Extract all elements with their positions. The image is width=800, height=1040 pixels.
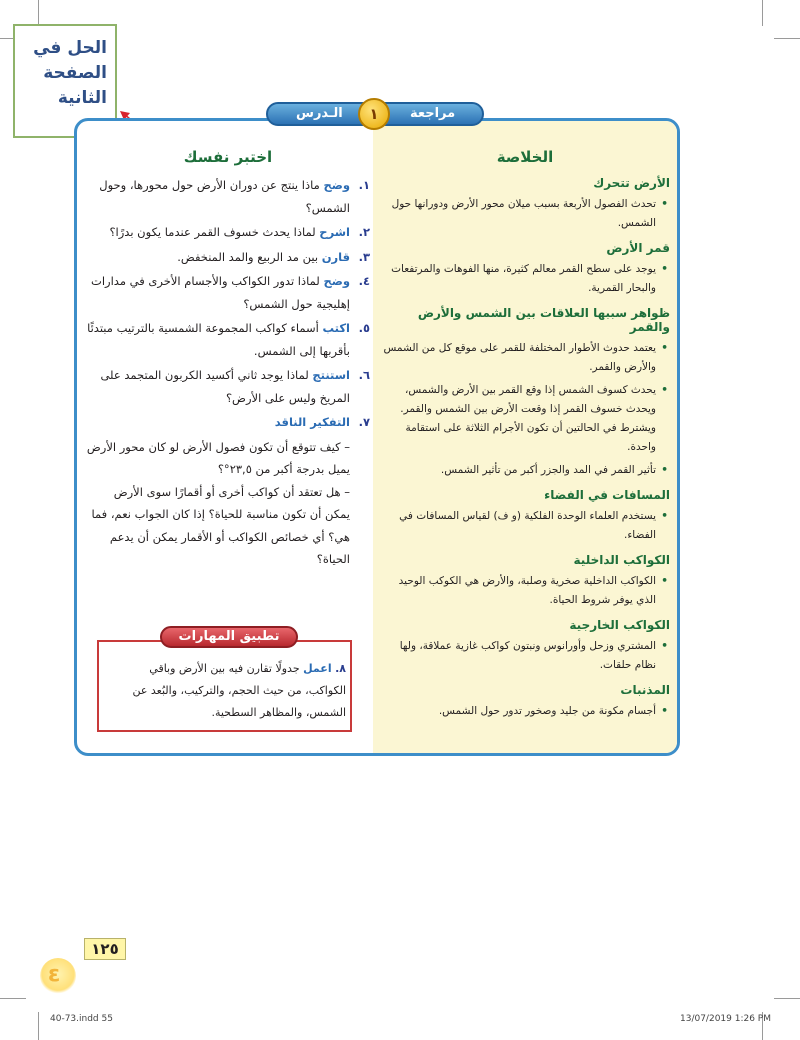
- question-number: ٤.: [358, 274, 370, 288]
- question-number: ٢.: [358, 225, 370, 239]
- critical-thinking-question: – كيف تتوقع أن تكون فصول الأرض لو كان محور الأرض يميل بدرجة أكبر من ٢٣,٥°؟: [86, 439, 350, 476]
- lesson-review-banner: [266, 98, 484, 130]
- footer-timestamp: 13/07/2019 1:26 PM: [680, 1014, 771, 1024]
- question-item: [86, 246, 370, 269]
- section-heading: الكواكب الخارجية: [569, 618, 670, 632]
- apply-skills-question: [106, 658, 346, 724]
- summary-title: الخلاصة: [496, 148, 554, 166]
- summary-bullet: • يستخدم العلماء الوحدة الفلكية (و ف) لقياس المسافات في الفضاء.: [380, 507, 670, 545]
- summary-bullet: • يوجد على سطح القمر معالم كثيرة، منها الفوهات والمرتفعات والبحار القمرية.: [380, 260, 670, 298]
- question-number: ٧.: [358, 415, 370, 429]
- self-test-column: [86, 146, 370, 571]
- page-number: ١٢٥: [84, 938, 126, 960]
- question-number: ٥.: [358, 321, 370, 335]
- summary-bullet: • أجسام مكونة من جليد وصخور تدور حول الشمس.: [380, 702, 670, 721]
- section-heading: المسافات في الفضاء: [544, 488, 670, 502]
- question-text: جدولًا تقارن فيه بين الأرض وباقي الكواكب، من حيث الحجم، والتركيب، والبُعد عن الشمس، والمظاهر السطحية.: [132, 662, 346, 719]
- section-heading: الأرض تتحرك: [593, 176, 670, 190]
- question-text: لماذا يوجد ثاني أكسيد الكربون المتجمد على المريخ وليس على الأرض؟: [100, 368, 350, 405]
- question-number: ٣.: [358, 249, 370, 264]
- summary-bullet: • المشتري وزحل وأورانوس ونبتون كواكب غازية عملاقة، ولها نظام حلقات.: [380, 637, 670, 675]
- section-heading: المذنبات: [620, 683, 670, 697]
- section-heading: الكواكب الداخلية: [573, 553, 670, 567]
- logo-glyph-icon: ε: [48, 962, 61, 987]
- summary-bullet: • يحدث كسوف الشمس إذا وقع القمر بين الأرض والشمس، ويحدث خسوف القمر إذا وقعت الأرض بين الشمس والقمر. ويشترط في الحالتين أن تكون الأجرام الثلاثة على استقامة واحدة.: [380, 381, 670, 457]
- note-line-1: الحل في: [33, 38, 107, 58]
- question-text: لماذا تدور الكواكب والأجسام الأخرى في مدارات إهليجية حول الشمس؟: [91, 274, 350, 311]
- summary-bullet: • تحدث الفصول الأربعة بسبب ميلان محور الأرض ودورانها حول الشمس.: [380, 195, 670, 233]
- critical-thinking-item: [86, 411, 370, 434]
- note-line-2: الصفحة: [43, 63, 107, 83]
- critical-thinking-question: – هل تعتقد أن كواكب أخرى أو أقمارًا سوى الأرض يمكن أن تكون مناسبة للحياة؟ إذا كان الجواب نعم، فما هي؟ أي خصائص الكواكب أو الأقمار يمكن أن يدعم الحياة؟: [91, 484, 350, 566]
- banner-review-label: مراجعة: [410, 106, 456, 121]
- question-item: [86, 221, 370, 244]
- question-text: ماذا ينتج عن دوران الأرض حول محورها، وحول الشمس؟: [99, 178, 350, 215]
- question-verb: اشرح: [319, 225, 350, 239]
- question-text: بين مد الربيع والمد المنخفض.: [177, 249, 322, 264]
- question-number: ٦.: [358, 368, 370, 382]
- question-item: [86, 270, 370, 315]
- footer-file-name: 40-73.indd 55: [50, 1014, 113, 1024]
- question-verb: وضح: [323, 178, 350, 192]
- summary-column: [380, 146, 670, 725]
- question-verb: اعمل: [303, 662, 332, 675]
- summary-bullet: • يعتمد حدوث الأطوار المختلفة للقمر على موقع كل من الشمس والأرض والقمر.: [380, 339, 670, 377]
- question-text: لماذا يحدث خسوف القمر عندما يكون بدرًا؟: [109, 225, 320, 239]
- banner-lesson-label: الـدرس: [296, 106, 343, 121]
- question-verb: اكتب: [322, 321, 350, 335]
- question-verb: قارن: [321, 249, 350, 264]
- summary-bullet: • الكواكب الداخلية صخرية وصلبة، والأرض هي الكوكب الوحيد الذي يوفر شروط الحياة.: [380, 572, 670, 610]
- question-text: أسماء كواكب المجموعة الشمسية بالترتيب مبتدئًا بأقربها إلى الشمس.: [87, 321, 350, 358]
- question-number: ٨.: [335, 662, 346, 675]
- question-item: [86, 364, 370, 409]
- question-verb: استنتج: [312, 368, 350, 382]
- apply-skills-title: تطبيق المهارات: [160, 626, 298, 648]
- question-item: [86, 317, 370, 362]
- summary-bullet: • تأثير القمر في المد والجزر أكبر من تأثير الشمس.: [380, 461, 670, 480]
- question-number: ١.: [358, 178, 370, 192]
- banner-lesson-number: ١: [358, 98, 390, 130]
- note-line-3: الثانية: [57, 88, 107, 108]
- critical-thinking-title: التفكير الناقد: [274, 415, 350, 429]
- section-heading: قمر الأرض: [606, 241, 670, 255]
- self-test-title: اختبر نفسك: [183, 148, 273, 166]
- question-item: [86, 174, 370, 219]
- question-verb: وضح: [323, 274, 350, 288]
- section-heading: ظواهر سببها العلاقات بين الشمس والأرض والقمر: [417, 306, 670, 334]
